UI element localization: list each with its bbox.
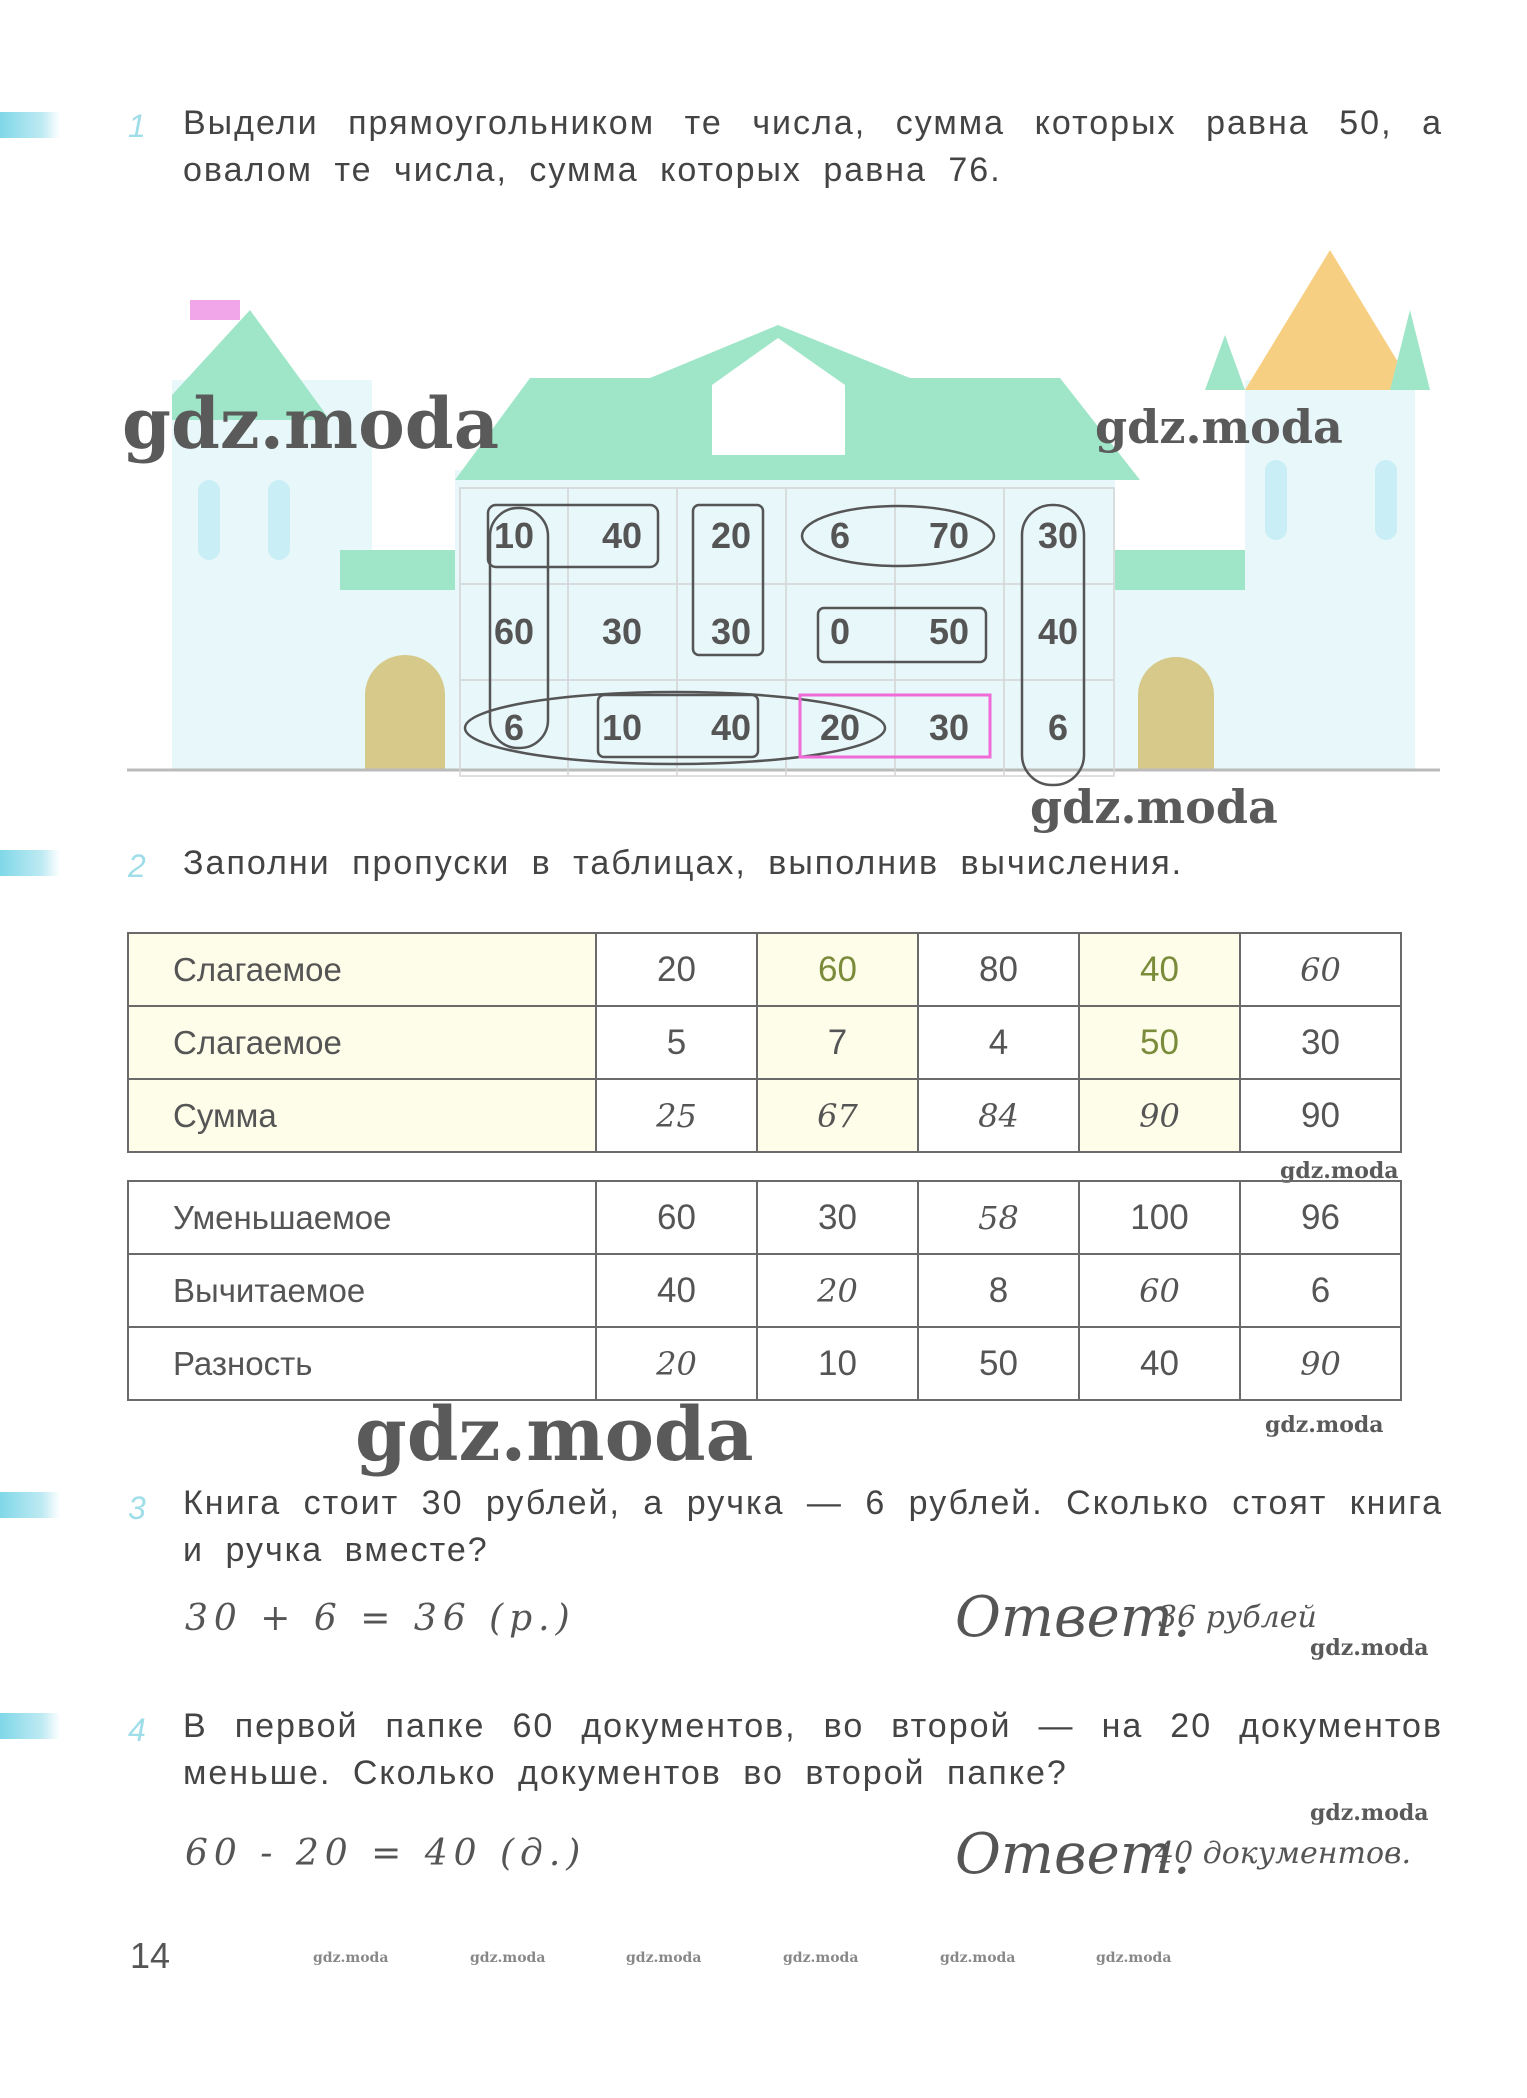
task-1-number: 1 — [128, 108, 146, 144]
grid-cell: 0 — [829, 611, 851, 652]
watermark: gdz.moda — [626, 1950, 702, 1966]
grid-cell: 6 — [1047, 707, 1069, 748]
grid-cell: 6 — [829, 515, 851, 556]
task-4-answer[interactable]: 40 документов. — [1155, 1836, 1411, 1871]
table-row — [128, 1254, 1401, 1327]
grid-cell: 10 — [601, 707, 643, 748]
task-4-text: В первой папке 60 документов, во второй — на 20 документов меньше. Сколько документов во второй папке? — [183, 1707, 1443, 1792]
table-cell: 90 — [1240, 1079, 1401, 1152]
row-label: Вычитаемое — [128, 1254, 596, 1327]
table-row — [128, 1181, 1401, 1254]
watermark: gdz.moda — [940, 1950, 1016, 1966]
task-3-solution[interactable]: 30 + 6 = 36 (р.) — [185, 1598, 576, 1639]
table-cell: 30 — [757, 1181, 918, 1254]
row-label: Слагаемое — [128, 1006, 596, 1079]
table-cell: 4 — [918, 1006, 1079, 1079]
grid-cell: 20 — [819, 707, 861, 748]
grid-cell: 20 — [710, 515, 752, 556]
task-4-solution[interactable]: 60 - 20 = 40 (д.) — [185, 1833, 587, 1874]
task-3-text: Книга стоит 30 рублей, а ручка — 6 рублей. Сколько стоят книга и ручка вместе? — [183, 1484, 1443, 1569]
watermark: gdz.moda — [1310, 1800, 1429, 1826]
table-cell[interactable]: 58 — [918, 1181, 1079, 1254]
grid-cell: 10 — [493, 515, 535, 556]
grid-cell: 30 — [710, 611, 752, 652]
task-2-text: Заполни пропуски в таблицах, выполнив вычисления. — [183, 844, 1184, 882]
watermark: gdz.moda — [1310, 1635, 1429, 1661]
grid-cell: 40 — [601, 515, 643, 556]
table-cell[interactable]: 20 — [596, 1327, 757, 1400]
grid-cell: 30 — [601, 611, 643, 652]
task-4-answer-label: Ответ. — [955, 1822, 1191, 1887]
table-cell[interactable]: 67 — [757, 1079, 918, 1152]
table-cell: 50 — [918, 1327, 1079, 1400]
table-cell: 30 — [1240, 1006, 1401, 1079]
task-3-answer-label: Ответ. — [955, 1585, 1191, 1650]
task-3-answer[interactable]: 36 рублей — [1158, 1600, 1317, 1635]
table-cell[interactable]: 84 — [918, 1079, 1079, 1152]
task-3-number: 3 — [128, 1490, 146, 1526]
table-cell[interactable]: 60 — [1240, 933, 1401, 1006]
table-cell: 8 — [918, 1254, 1079, 1327]
table-row — [128, 1079, 1401, 1152]
grid-cell: 50 — [928, 611, 970, 652]
task-3-marker — [0, 1492, 60, 1518]
table-cell: 50 — [1079, 1006, 1240, 1079]
table-cell[interactable]: 90 — [1079, 1079, 1240, 1152]
watermark: gdz.moda — [1265, 1412, 1384, 1438]
table-cell[interactable]: 25 — [596, 1079, 757, 1152]
subtraction-table — [127, 1180, 1402, 1401]
table-cell[interactable]: 60 — [1079, 1254, 1240, 1327]
grid-cell: 30 — [1037, 515, 1079, 556]
table-cell: 60 — [596, 1181, 757, 1254]
watermark: gdz.moda — [122, 382, 500, 465]
table-cell: 40 — [1079, 933, 1240, 1006]
watermark: gdz.moda — [1095, 400, 1343, 454]
row-label: Слагаемое — [128, 933, 596, 1006]
table-cell: 7 — [757, 1006, 918, 1079]
table-cell: 20 — [596, 933, 757, 1006]
watermark: gdz.moda — [355, 1392, 754, 1478]
task-4-marker — [0, 1713, 60, 1739]
grid-cell: 40 — [1037, 611, 1079, 652]
grid-cell: 60 — [493, 611, 535, 652]
table-cell: 6 — [1240, 1254, 1401, 1327]
table-row — [128, 933, 1401, 1006]
task-2-marker — [0, 850, 60, 876]
table-cell[interactable]: 20 — [757, 1254, 918, 1327]
task-1-marker — [0, 112, 60, 138]
grid-cell: 70 — [928, 515, 970, 556]
row-label: Разность — [128, 1327, 596, 1400]
table-row — [128, 1006, 1401, 1079]
table-cell: 5 — [596, 1006, 757, 1079]
watermark: gdz.moda — [1030, 780, 1278, 834]
addition-table — [127, 932, 1402, 1153]
row-label: Уменьшаемое — [128, 1181, 596, 1254]
table-cell: 60 — [757, 933, 918, 1006]
task-2-number: 2 — [128, 848, 146, 884]
table-cell: 40 — [596, 1254, 757, 1327]
grid-cell: 40 — [710, 707, 752, 748]
watermark: gdz.moda — [1096, 1950, 1172, 1966]
page-number: 14 — [130, 1935, 171, 1976]
row-label: Сумма — [128, 1079, 596, 1152]
table-cell: 10 — [757, 1327, 918, 1400]
watermark: gdz.moda — [313, 1950, 389, 1966]
watermark: gdz.moda — [783, 1950, 859, 1966]
task-1-text: Выдели прямоугольником те числа, сумма которых равна 50, а овалом те числа, сумма которых равна 76. — [183, 104, 1443, 189]
grid-cell: 30 — [928, 707, 970, 748]
table-cell: 80 — [918, 933, 1079, 1006]
watermark: gdz.moda — [470, 1950, 546, 1966]
table-cell: 100 — [1079, 1181, 1240, 1254]
task-4-number: 4 — [128, 1712, 146, 1748]
table-cell: 40 — [1079, 1327, 1240, 1400]
grid-cell: 6 — [503, 707, 525, 748]
table-cell: 96 — [1240, 1181, 1401, 1254]
table-cell[interactable]: 90 — [1240, 1327, 1401, 1400]
table-row — [128, 1327, 1401, 1400]
watermark: gdz.moda — [1280, 1158, 1399, 1184]
